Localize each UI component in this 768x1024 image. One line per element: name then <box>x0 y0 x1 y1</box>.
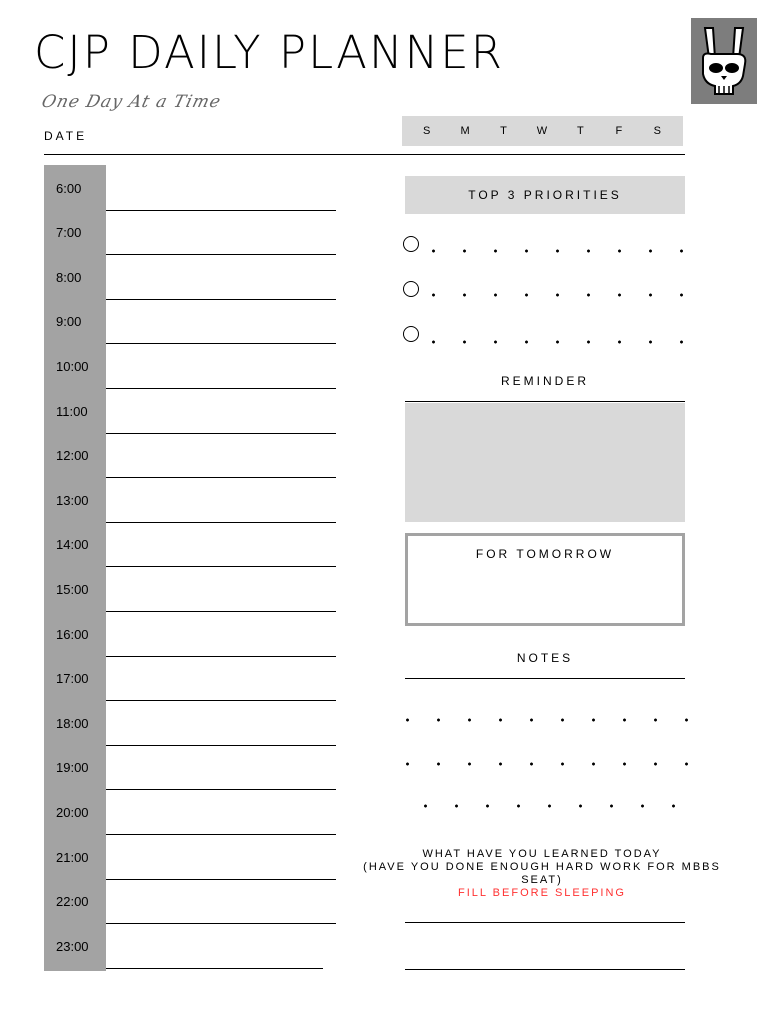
time-label: 23:00 <box>56 938 89 954</box>
learned-line-b[interactable] <box>405 969 685 970</box>
schedule-row[interactable] <box>44 790 336 834</box>
notes-heading: NOTES <box>516 651 574 665</box>
time-label: 16:00 <box>56 626 89 642</box>
priorities-heading: TOP 3 PRIORITIES <box>405 176 685 214</box>
day-tuesday[interactable]: T <box>500 125 508 137</box>
time-label: 13:00 <box>56 492 89 508</box>
schedule-row[interactable] <box>44 701 336 745</box>
schedule-row[interactable] <box>44 924 336 968</box>
reminder-divider <box>405 401 685 402</box>
day-friday[interactable]: F <box>615 125 624 137</box>
time-label: 22:00 <box>56 894 89 910</box>
schedule-row[interactable] <box>44 211 336 255</box>
weekday-selector <box>402 116 683 146</box>
schedule-row[interactable] <box>44 835 336 879</box>
schedule-row[interactable] <box>44 344 336 388</box>
schedule-row[interactable] <box>44 434 336 478</box>
time-label: 8:00 <box>56 269 82 285</box>
header-divider <box>44 154 685 155</box>
learned-line-1: WHAT HAVE YOU LEARNED TODAY <box>422 848 662 860</box>
time-label: 11:00 <box>56 403 88 419</box>
schedule-line <box>106 968 323 969</box>
time-label: 15:00 <box>56 581 89 597</box>
priority-2-checkbox[interactable] <box>403 281 419 297</box>
priority-1-checkbox[interactable] <box>403 236 419 252</box>
tomorrow-heading: FOR TOMORROW <box>475 547 615 561</box>
time-label: 12:00 <box>56 448 89 464</box>
schedule-row[interactable] <box>44 478 336 522</box>
date-label: DATE <box>44 129 88 143</box>
time-label: 20:00 <box>56 804 89 820</box>
notes-line-3[interactable] <box>410 803 700 809</box>
day-wednesday[interactable]: W <box>536 125 549 137</box>
priority-2-line[interactable] <box>418 292 688 298</box>
priority-3-line[interactable] <box>418 339 688 345</box>
schedule-row[interactable] <box>44 300 336 344</box>
time-label: 18:00 <box>56 715 89 731</box>
day-thursday[interactable]: T <box>577 125 585 137</box>
time-label: 7:00 <box>56 225 82 241</box>
reminder-heading: REMINDER <box>500 374 589 388</box>
schedule-row[interactable] <box>44 880 336 924</box>
learned-line-a[interactable] <box>405 922 685 923</box>
schedule-row[interactable] <box>44 612 336 656</box>
tomorrow-box[interactable] <box>405 533 685 626</box>
page-title: CJP DAILY PLANNER <box>34 26 504 79</box>
priority-1-line[interactable] <box>418 248 688 254</box>
schedule-row[interactable] <box>44 166 336 210</box>
time-label: 19:00 <box>56 760 89 776</box>
schedule-row[interactable] <box>44 389 336 433</box>
priority-3-checkbox[interactable] <box>403 326 419 342</box>
tagline: One Day At a Time <box>39 92 224 112</box>
time-label: 14:00 <box>56 537 89 553</box>
time-label: 9:00 <box>56 314 82 330</box>
notes-line-1[interactable] <box>392 717 692 723</box>
schedule-row[interactable] <box>44 567 336 611</box>
schedule-row[interactable] <box>44 523 336 567</box>
schedule-row[interactable] <box>44 657 336 701</box>
learned-reminder: FILL BEFORE SLEEPING <box>458 887 626 899</box>
day-monday[interactable]: M <box>460 125 471 137</box>
rock-hand-skull-icon <box>691 18 757 104</box>
notes-line-2[interactable] <box>392 761 692 767</box>
time-label: 17:00 <box>56 671 89 687</box>
time-label: 10:00 <box>56 358 89 374</box>
reminder-box[interactable] <box>405 403 685 522</box>
time-label: 6:00 <box>56 180 82 196</box>
notes-divider <box>405 678 685 679</box>
schedule-row[interactable] <box>44 255 336 299</box>
learned-line-2: (HAVE YOU DONE ENOUGH HARD WORK FOR MBBS SEAT) <box>363 861 721 886</box>
schedule-row[interactable] <box>44 746 336 790</box>
learned-prompt <box>362 848 722 900</box>
day-sunday[interactable]: S <box>423 125 432 137</box>
time-label: 21:00 <box>56 849 89 865</box>
day-saturday[interactable]: S <box>653 125 662 137</box>
